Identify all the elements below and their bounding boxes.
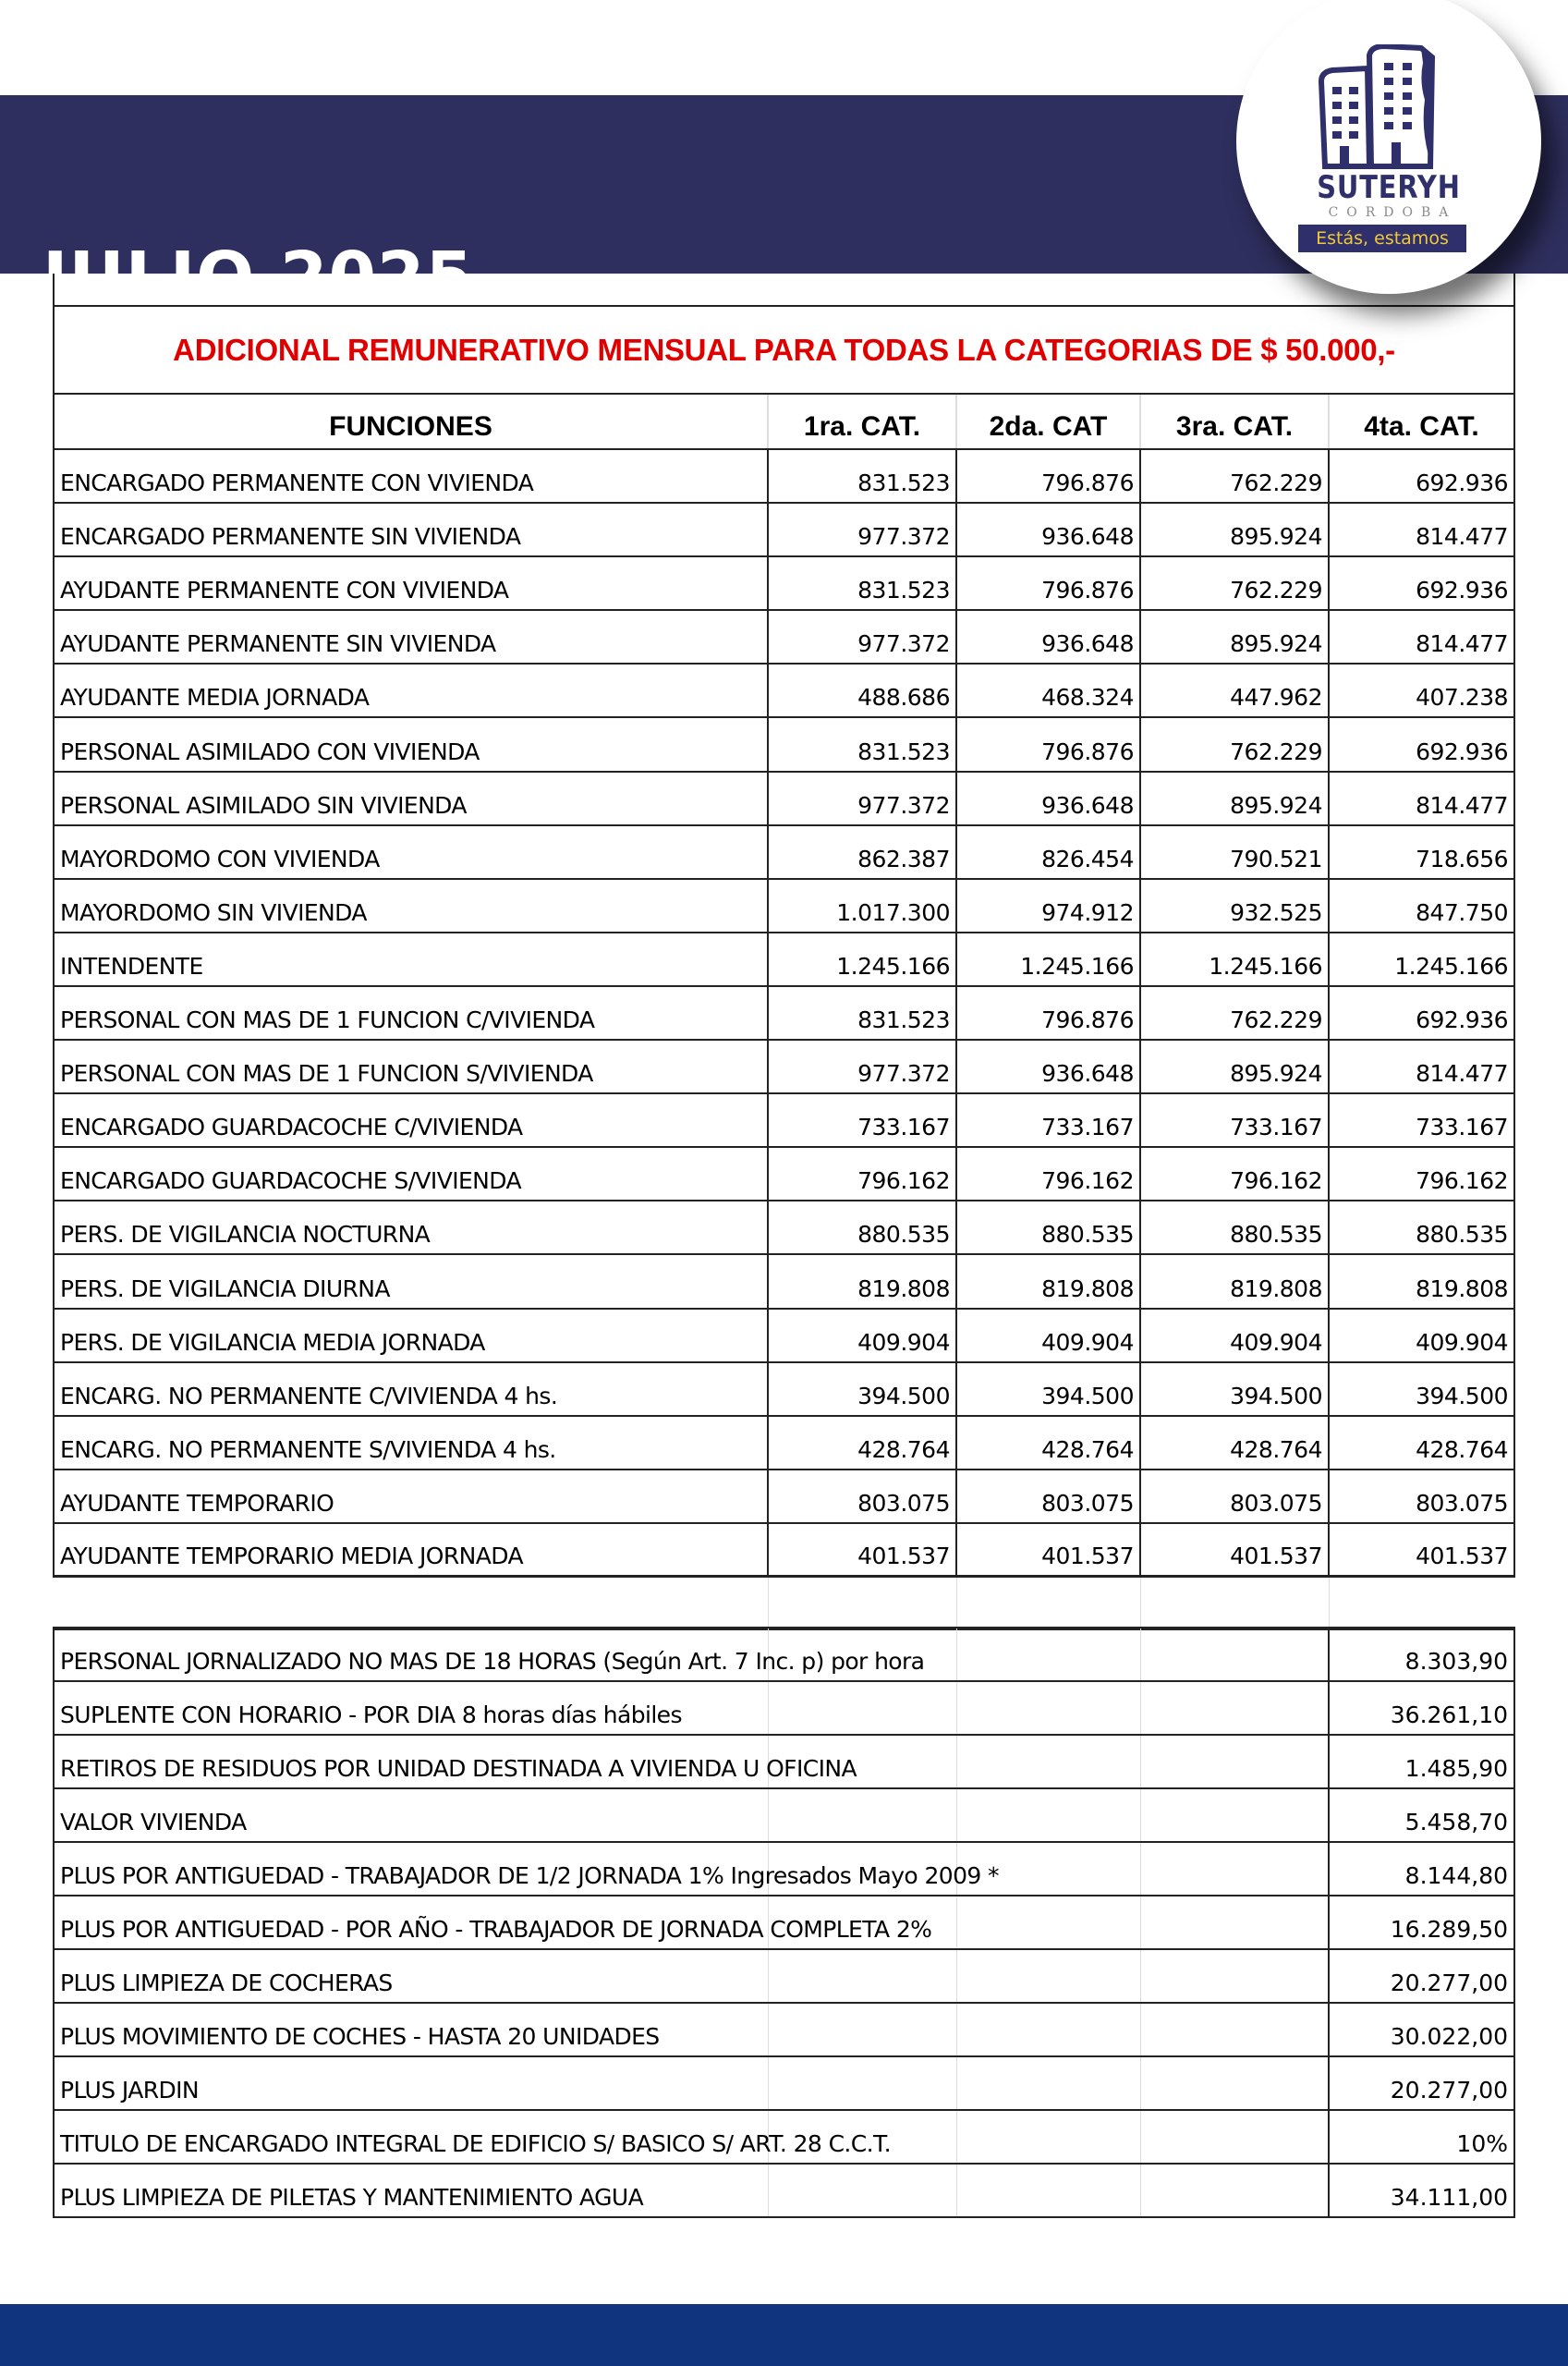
table-row (54, 2003, 1514, 2056)
cat1-value-cell: 409.904 (768, 1309, 956, 1362)
funcion-cell: INTENDENTE (54, 933, 768, 986)
table-row (54, 503, 1514, 556)
cat3-value-cell: 762.229 (1140, 717, 1329, 771)
valor-cell: 1.485,90 (1329, 1735, 1514, 1788)
table-row (54, 2056, 1514, 2110)
table-row (54, 1201, 1514, 1254)
cat1-value-cell: 831.523 (768, 986, 956, 1040)
table-row (54, 2110, 1514, 2164)
table-row (54, 1896, 1514, 1949)
cat3-value-cell: 819.808 (1140, 1254, 1329, 1308)
table-row (54, 825, 1514, 879)
cat1-value-cell: 733.167 (768, 1093, 956, 1147)
empty-cell (768, 1949, 956, 2003)
cat3-value-cell: 762.229 (1140, 449, 1329, 503)
cat1-value-cell: 428.764 (768, 1416, 956, 1470)
cat2-value-cell: 796.876 (956, 717, 1140, 771)
valor-cell: 36.261,10 (1329, 1681, 1514, 1735)
cat1-value-cell: 831.523 (768, 449, 956, 503)
table-row (54, 1147, 1514, 1201)
cat2-value-cell: 796.876 (956, 556, 1140, 610)
table-row (54, 664, 1514, 717)
funcion-cell: PERSONAL CON MAS DE 1 FUNCION C/VIVIENDA (54, 986, 768, 1040)
cat1-value-cell: 977.372 (768, 610, 956, 664)
cat1-value-cell: 862.387 (768, 825, 956, 879)
cat3-value-cell: 932.525 (1140, 879, 1329, 933)
cat4-value-cell: 407.238 (1329, 664, 1514, 717)
cat4-value-cell: 814.477 (1329, 503, 1514, 556)
cat2-value-cell: 796.162 (956, 1147, 1140, 1201)
funcion-cell: AYUDANTE PERMANENTE CON VIVIENDA (54, 556, 768, 610)
table-row (54, 1681, 1514, 1735)
cat4-value-cell: 428.764 (1329, 1416, 1514, 1470)
funcion-cell: PERSONAL ASIMILADO CON VIVIENDA (54, 717, 768, 771)
cat3-value-cell: 447.962 (1140, 664, 1329, 717)
empty-cell (768, 1788, 956, 1842)
empty-cell (1140, 1681, 1329, 1735)
funcion-cell: AYUDANTE PERMANENTE SIN VIVIENDA (54, 610, 768, 664)
col-header-cat4: 4ta. CAT. (1329, 394, 1514, 449)
funcion-cell: PERS. DE VIGILANCIA DIURNA (54, 1254, 768, 1308)
cat3-value-cell: 880.535 (1140, 1201, 1329, 1254)
cat3-value-cell: 762.229 (1140, 556, 1329, 610)
logo-brand: SUTERYH (1317, 169, 1461, 206)
funcion-cell: ENCARGADO PERMANENTE CON VIVIENDA (54, 449, 768, 503)
page-title: JULIO 2025 (43, 238, 474, 317)
cat2-value-cell: 409.904 (956, 1309, 1140, 1362)
table-row (54, 1628, 1514, 1681)
valor-cell: 8.144,80 (1329, 1842, 1514, 1896)
table-row (54, 879, 1514, 933)
cat3-value-cell: 895.924 (1140, 1040, 1329, 1093)
concepto-cell: RETIROS DE RESIDUOS POR UNIDAD DESTINADA A VIVIENDA U OFICINA (54, 1735, 768, 1788)
table-row (54, 1842, 1514, 1896)
cat4-value-cell: 814.477 (1329, 610, 1514, 664)
cat4-value-cell: 880.535 (1329, 1201, 1514, 1254)
table-row (54, 1523, 1514, 1577)
empty-cell (956, 2164, 1140, 2217)
cat3-value-cell: 409.904 (1140, 1309, 1329, 1362)
table-row (54, 1254, 1514, 1308)
cat1-value-cell: 1.017.300 (768, 879, 956, 933)
cat3-value-cell: 762.229 (1140, 986, 1329, 1040)
cat4-value-cell: 394.500 (1329, 1362, 1514, 1416)
cat2-value-cell: 1.245.166 (956, 933, 1140, 986)
cat2-value-cell: 819.808 (956, 1254, 1140, 1308)
cat1-value-cell: 831.523 (768, 556, 956, 610)
cat4-value-cell: 814.477 (1329, 772, 1514, 825)
funcion-cell: ENCARGADO GUARDACOCHE C/VIVIENDA (54, 1093, 768, 1147)
empty-cell (1140, 2003, 1329, 2056)
cat4-value-cell: 819.808 (1329, 1254, 1514, 1308)
cat1-value-cell: 803.075 (768, 1470, 956, 1523)
col-header-cat2: 2da. CAT (956, 394, 1140, 449)
concepto-cell: SUPLENTE CON HORARIO - POR DIA 8 horas días hábiles (54, 1681, 768, 1735)
cat4-value-cell: 803.075 (1329, 1470, 1514, 1523)
cat2-value-cell: 936.648 (956, 772, 1140, 825)
table-row (54, 1362, 1514, 1416)
cat2-value-cell: 826.454 (956, 825, 1140, 879)
table-row (54, 1416, 1514, 1470)
cat2-value-cell: 796.876 (956, 986, 1140, 1040)
valor-cell: 34.111,00 (1329, 2164, 1514, 2217)
table-row (54, 772, 1514, 825)
valor-cell: 20.277,00 (1329, 2056, 1514, 2110)
empty-cell (956, 1896, 1140, 1949)
logo-city: CORDOBA (1328, 205, 1457, 220)
table-row (54, 1735, 1514, 1788)
empty-cell (1140, 1788, 1329, 1842)
empty-cell (956, 1949, 1140, 2003)
funcion-cell: MAYORDOMO CON VIVIENDA (54, 825, 768, 879)
concepto-cell: PERSONAL JORNALIZADO NO MAS DE 18 HORAS (Según Art. 7 Inc. p) por hora (54, 1628, 768, 1681)
valor-cell: 10% (1329, 2110, 1514, 2164)
cat4-value-cell: 401.537 (1329, 1523, 1514, 1577)
funcion-cell: PERS. DE VIGILANCIA MEDIA JORNADA (54, 1309, 768, 1362)
cat1-value-cell: 977.372 (768, 503, 956, 556)
notice-text: ADICIONAL REMUNERATIVO MENSUAL PARA TODAS LA CATEGORIAS DE $ 50.000,- (54, 306, 1514, 394)
concepto-cell: TITULO DE ENCARGADO INTEGRAL DE EDIFICIO S/ BASICO S/ ART. 28 C.C.T. (54, 2110, 768, 2164)
empty-cell (1140, 2056, 1329, 2110)
table-row (54, 1040, 1514, 1093)
cat2-value-cell: 936.648 (956, 610, 1140, 664)
funcion-cell: PERS. DE VIGILANCIA NOCTURNA (54, 1201, 768, 1254)
valor-cell: 5.458,70 (1329, 1788, 1514, 1842)
empty-cell (956, 2110, 1140, 2164)
table-row (54, 1309, 1514, 1362)
cat2-value-cell: 880.535 (956, 1201, 1140, 1254)
cat1-value-cell: 977.372 (768, 772, 956, 825)
salary-table (53, 274, 1515, 1630)
footer-band (0, 2304, 1568, 2366)
cat2-value-cell: 394.500 (956, 1362, 1140, 1416)
cat2-value-cell: 733.167 (956, 1093, 1140, 1147)
cat1-value-cell: 401.537 (768, 1523, 956, 1577)
table-header-row (54, 394, 1514, 449)
cat4-value-cell: 814.477 (1329, 1040, 1514, 1093)
funcion-cell: ENCARG. NO PERMANENTE S/VIVIENDA 4 hs. (54, 1416, 768, 1470)
empty-cell (956, 1735, 1140, 1788)
concepto-cell: PLUS LIMPIEZA DE PILETAS Y MANTENIMIENTO AGUA (54, 2164, 768, 2217)
cat2-value-cell: 468.324 (956, 664, 1140, 717)
concepto-cell: PLUS JARDIN (54, 2056, 768, 2110)
cat3-value-cell: 1.245.166 (1140, 933, 1329, 986)
concepto-cell: PLUS POR ANTIGUEDAD - TRABAJADOR DE 1/2 JORNADA 1% Ingresados Mayo 2009 * (54, 1842, 768, 1896)
cat1-value-cell: 977.372 (768, 1040, 956, 1093)
empty-cell (768, 1681, 956, 1735)
empty-cell (1140, 1842, 1329, 1896)
cat2-value-cell: 936.648 (956, 1040, 1140, 1093)
cat3-value-cell: 895.924 (1140, 772, 1329, 825)
cat3-value-cell: 428.764 (1140, 1416, 1329, 1470)
table-row (54, 610, 1514, 664)
cat1-value-cell: 394.500 (768, 1362, 956, 1416)
cat2-value-cell: 401.537 (956, 1523, 1140, 1577)
cat1-value-cell: 831.523 (768, 717, 956, 771)
cat4-value-cell: 847.750 (1329, 879, 1514, 933)
cat4-value-cell: 692.936 (1329, 717, 1514, 771)
cat2-value-cell: 803.075 (956, 1470, 1140, 1523)
table-row (54, 556, 1514, 610)
logo (1236, 0, 1541, 294)
concepto-cell: VALOR VIVIENDA (54, 1788, 768, 1842)
empty-cell (1140, 1628, 1329, 1681)
valor-cell: 20.277,00 (1329, 1949, 1514, 2003)
cat4-value-cell: 692.936 (1329, 449, 1514, 503)
cat4-value-cell: 409.904 (1329, 1309, 1514, 1362)
concepto-cell: PLUS LIMPIEZA DE COCHERAS (54, 1949, 768, 2003)
extras-table (53, 1627, 1515, 2218)
cat4-value-cell: 692.936 (1329, 986, 1514, 1040)
empty-cell (1140, 2110, 1329, 2164)
empty-cell (1140, 2164, 1329, 2217)
cat3-value-cell: 895.924 (1140, 503, 1329, 556)
funcion-cell: PERSONAL CON MAS DE 1 FUNCION S/VIVIENDA (54, 1040, 768, 1093)
empty-cell (956, 2003, 1140, 2056)
empty-cell (1140, 1735, 1329, 1788)
table-row (54, 1470, 1514, 1523)
empty-cell (956, 1788, 1140, 1842)
cat3-value-cell: 394.500 (1140, 1362, 1329, 1416)
funcion-cell: MAYORDOMO SIN VIVIENDA (54, 879, 768, 933)
col-header-cat1: 1ra. CAT. (768, 394, 956, 449)
cat4-value-cell: 796.162 (1329, 1147, 1514, 1201)
table-row (54, 933, 1514, 986)
empty-cell (956, 1681, 1140, 1735)
spacer-row (54, 1577, 1514, 1629)
notice-row (54, 306, 1514, 394)
empty-cell (1140, 1896, 1329, 1949)
cat3-value-cell: 796.162 (1140, 1147, 1329, 1201)
cat3-value-cell: 803.075 (1140, 1470, 1329, 1523)
table-row (54, 1788, 1514, 1842)
table-row (54, 449, 1514, 503)
table-row (54, 1949, 1514, 2003)
empty-cell (1140, 1949, 1329, 2003)
funcion-cell: ENCARGADO PERMANENTE SIN VIVIENDA (54, 503, 768, 556)
cat1-value-cell: 796.162 (768, 1147, 956, 1201)
concepto-cell: PLUS POR ANTIGUEDAD - POR AÑO - TRABAJADOR DE JORNADA COMPLETA 2% (54, 1896, 768, 1949)
cat4-value-cell: 1.245.166 (1329, 933, 1514, 986)
logo-slogan: Estás, estamos (1298, 225, 1466, 252)
funcion-cell: AYUDANTE TEMPORARIO (54, 1470, 768, 1523)
table-row (54, 717, 1514, 771)
cat3-value-cell: 895.924 (1140, 610, 1329, 664)
cat1-value-cell: 819.808 (768, 1254, 956, 1308)
cat2-value-cell: 974.912 (956, 879, 1140, 933)
funcion-cell: ENCARG. NO PERMANENTE C/VIVIENDA 4 hs. (54, 1362, 768, 1416)
empty-cell (768, 2056, 956, 2110)
cat4-value-cell: 733.167 (1329, 1093, 1514, 1147)
cat4-value-cell: 692.936 (1329, 556, 1514, 610)
blank-row (54, 274, 1514, 306)
cat1-value-cell: 880.535 (768, 1201, 956, 1254)
cat2-value-cell: 796.876 (956, 449, 1140, 503)
cat1-value-cell: 1.245.166 (768, 933, 956, 986)
col-header-cat3: 3ra. CAT. (1140, 394, 1329, 449)
cat1-value-cell: 488.686 (768, 664, 956, 717)
empty-cell (956, 1628, 1140, 1681)
valor-cell: 8.303,90 (1329, 1628, 1514, 1681)
funcion-cell: PERSONAL ASIMILADO SIN VIVIENDA (54, 772, 768, 825)
concepto-cell: PLUS MOVIMIENTO DE COCHES - HASTA 20 UNIDADES (54, 2003, 768, 2056)
empty-cell (768, 2164, 956, 2217)
cat4-value-cell: 718.656 (1329, 825, 1514, 879)
funcion-cell: ENCARGADO GUARDACOCHE S/VIVIENDA (54, 1147, 768, 1201)
valor-cell: 30.022,00 (1329, 2003, 1514, 2056)
table-row (54, 2164, 1514, 2217)
table-row (54, 986, 1514, 1040)
cat2-value-cell: 428.764 (956, 1416, 1140, 1470)
cat3-value-cell: 790.521 (1140, 825, 1329, 879)
valor-cell: 16.289,50 (1329, 1896, 1514, 1949)
buildings-icon (1303, 44, 1469, 174)
cat3-value-cell: 401.537 (1140, 1523, 1329, 1577)
cat3-value-cell: 733.167 (1140, 1093, 1329, 1147)
cat2-value-cell: 936.648 (956, 503, 1140, 556)
col-header-funciones: FUNCIONES (54, 394, 768, 449)
table-row (54, 1093, 1514, 1147)
empty-cell (956, 2056, 1140, 2110)
funcion-cell: AYUDANTE TEMPORARIO MEDIA JORNADA (54, 1523, 768, 1577)
funcion-cell: AYUDANTE MEDIA JORNADA (54, 664, 768, 717)
empty-cell (768, 2003, 956, 2056)
